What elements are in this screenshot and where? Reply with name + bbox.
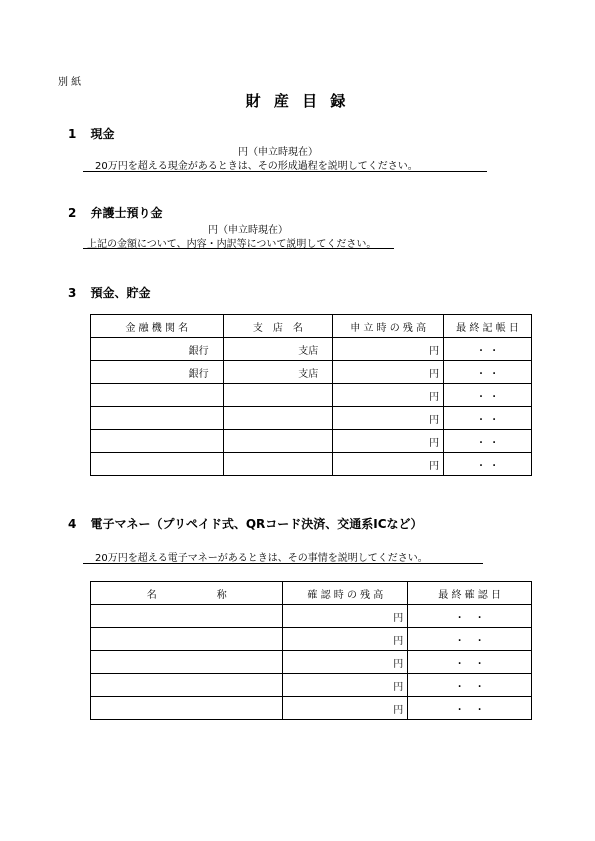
e-money-table-header xyxy=(91,582,532,605)
table-row xyxy=(91,697,532,720)
table-row xyxy=(91,384,532,407)
section-3-number: 3 xyxy=(68,286,77,300)
section-1-heading xyxy=(68,125,115,142)
balance-cell[interactable]: 円 xyxy=(283,628,408,651)
balance-cell[interactable]: 円 xyxy=(283,605,408,628)
column-header-last-confirmed-date: 最 終 確 認 日 xyxy=(408,582,532,605)
balance-cell[interactable]: 円 xyxy=(333,361,444,384)
section-1-amount-line: 円（申立時現在） xyxy=(238,147,318,158)
attachment-label: 別 紙 xyxy=(58,77,82,88)
last-confirmed-date-cell[interactable]: ・ ・ xyxy=(408,605,532,628)
bank-name-cell[interactable]: 銀行 xyxy=(91,338,224,361)
e-money-name-cell[interactable] xyxy=(91,605,283,628)
e-money-name-cell[interactable] xyxy=(91,697,283,720)
bank-name-cell[interactable] xyxy=(91,407,224,430)
bank-name-cell[interactable] xyxy=(91,384,224,407)
balance-cell[interactable]: 円 xyxy=(333,338,444,361)
bank-name-cell[interactable]: 銀行 xyxy=(91,361,224,384)
table-row xyxy=(91,453,532,476)
last-entry-date-cell[interactable]: ・ ・ xyxy=(444,338,532,361)
table-row xyxy=(91,430,532,453)
column-header-bank: 金 融 機 関 名 xyxy=(91,315,224,338)
column-header-name: 名 称 xyxy=(91,582,283,605)
balance-cell[interactable]: 円 xyxy=(283,651,408,674)
balance-cell[interactable]: 円 xyxy=(283,697,408,720)
column-header-confirmed-balance: 確 認 時 の 残 高 xyxy=(283,582,408,605)
last-entry-date-cell[interactable]: ・ ・ xyxy=(444,361,532,384)
section-4-number: 4 xyxy=(68,517,77,531)
section-3-title: 預金、貯金 xyxy=(90,286,151,300)
balance-cell[interactable]: 円 xyxy=(333,384,444,407)
table-row xyxy=(91,674,532,697)
section-2-underline xyxy=(83,248,394,249)
balance-cell[interactable]: 円 xyxy=(283,674,408,697)
table-row xyxy=(91,338,532,361)
last-entry-date-cell[interactable]: ・ ・ xyxy=(444,384,532,407)
section-4-note: 20万円を超える電子マネーがあるときは、その事情を説明してください。 xyxy=(95,553,428,564)
section-4-underline xyxy=(83,563,483,564)
table-row xyxy=(91,628,532,651)
last-entry-date-cell[interactable]: ・ ・ xyxy=(444,453,532,476)
branch-name-cell[interactable] xyxy=(223,453,333,476)
section-4-heading xyxy=(68,515,423,532)
section-2-note: 上記の金額について、内容・内訳等について説明してください。 xyxy=(87,239,377,250)
e-money-table xyxy=(90,581,532,720)
column-header-branch: 支 店 名 xyxy=(223,315,333,338)
section-1-note: 20万円を超える現金があるときは、その形成過程を説明してください。 xyxy=(95,161,418,172)
e-money-name-cell[interactable] xyxy=(91,628,283,651)
last-confirmed-date-cell[interactable]: ・ ・ xyxy=(408,674,532,697)
page-title: 財 産 目 録 xyxy=(245,92,350,110)
branch-name-cell[interactable]: 支店 xyxy=(223,338,333,361)
last-entry-date-cell[interactable]: ・ ・ xyxy=(444,407,532,430)
column-header-balance: 申 立 時 の 残 高 xyxy=(333,315,444,338)
section-2-title: 弁護士預り金 xyxy=(90,206,163,220)
section-1-title: 現金 xyxy=(90,127,115,141)
e-money-name-cell[interactable] xyxy=(91,674,283,697)
section-2-amount-line: 円（申立時現在） xyxy=(208,225,288,236)
branch-name-cell[interactable] xyxy=(223,430,333,453)
table-row xyxy=(91,407,532,430)
balance-cell[interactable]: 円 xyxy=(333,453,444,476)
balance-cell[interactable]: 円 xyxy=(333,407,444,430)
bank-name-cell[interactable] xyxy=(91,430,224,453)
branch-name-cell[interactable] xyxy=(223,384,333,407)
table-row xyxy=(91,361,532,384)
last-entry-date-cell[interactable]: ・ ・ xyxy=(444,430,532,453)
bank-name-cell[interactable] xyxy=(91,453,224,476)
deposit-table xyxy=(90,314,532,476)
column-header-last-entry: 最 終 記 帳 日 xyxy=(444,315,532,338)
section-2-heading xyxy=(68,204,163,221)
table-row xyxy=(91,605,532,628)
e-money-name-cell[interactable] xyxy=(91,651,283,674)
section-2-number: 2 xyxy=(68,206,77,220)
balance-cell[interactable]: 円 xyxy=(333,430,444,453)
section-1-underline xyxy=(83,171,487,172)
last-confirmed-date-cell[interactable]: ・ ・ xyxy=(408,697,532,720)
deposit-table-header xyxy=(91,315,532,338)
last-confirmed-date-cell[interactable]: ・ ・ xyxy=(408,651,532,674)
last-confirmed-date-cell[interactable]: ・ ・ xyxy=(408,628,532,651)
section-3-heading xyxy=(68,284,151,301)
section-4-title: 電子マネー（プリペイド式、QRコード決済、交通系ICなど） xyxy=(90,517,423,531)
branch-name-cell[interactable]: 支店 xyxy=(223,361,333,384)
section-1-number: 1 xyxy=(68,127,77,141)
table-row xyxy=(91,651,532,674)
branch-name-cell[interactable] xyxy=(223,407,333,430)
